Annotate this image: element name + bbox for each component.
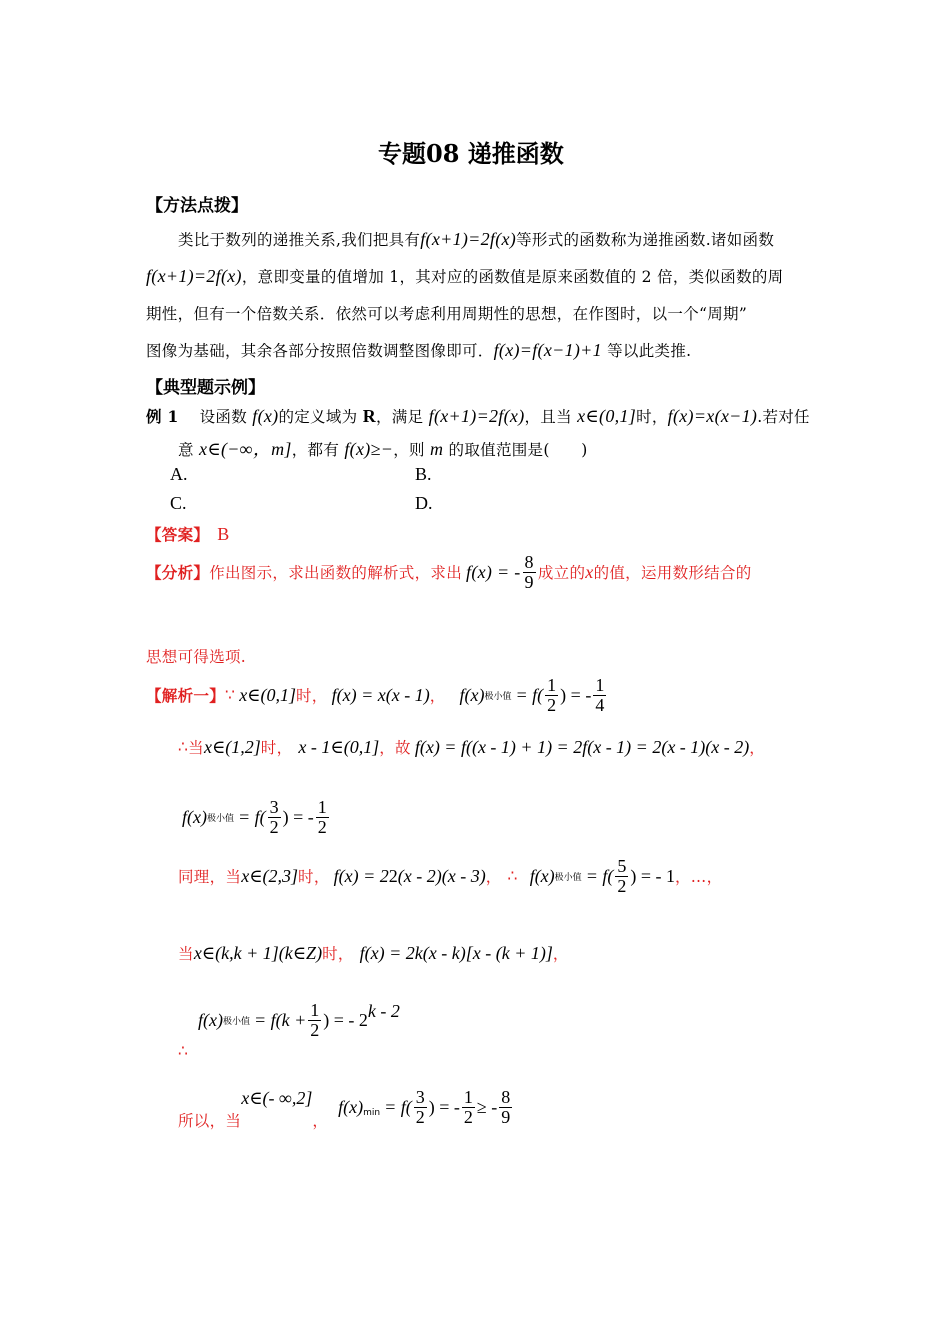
- solution-line6: f(x) 极小值 = f(k + $\frac{1}{2}$ ) = - 2 k - 2: [198, 1000, 400, 1040]
- answer-label: 【答案】: [146, 525, 202, 544]
- method-paragraph-line2: f(x+1)=2f(x)，意即变量的值增加 1，其对应的函数值是原来函数值的 2 倍，类似函数的周: [146, 266, 784, 286]
- page-title: 专题08 递推函数: [378, 139, 564, 168]
- option-c[interactable]: C.: [170, 493, 187, 513]
- example1-line1: 例 1 设函数 f(x)的定义域为 R，满足 f(x+1)=2f(x)，且当 x∈(0,1]时，f(x)=x(x−1).若对任: [146, 406, 810, 426]
- solution-line3: f(x) 极小值 = f( $\frac{3}{2}$ ) = - $\frac{1}{2}$: [182, 797, 327, 837]
- analysis-line1: 【分析】 作出图示，求出函数的解析式，求出 f(x) = - $\frac{8}{9}$ 成立的 x 的值，运用数形结合的: [146, 552, 752, 592]
- method-paragraph-line3: 期性，但有一个倍数关系．依然可以考虑利用周期性的思想，在作图时，以一个“周期”: [146, 305, 748, 323]
- section-header-examples: 【典型题示例】: [146, 378, 265, 398]
- option-b[interactable]: B.: [415, 464, 432, 484]
- answer-line: [146, 523, 230, 545]
- solution-line7: 所以，当 x∈(- ∞,2] ， f(x) min = f( $\frac{3}{2}$ ) = - $\frac{1}{2}$ ≥ - $\frac{8}{9}$: [178, 1087, 511, 1130]
- method-paragraph-line1: 类比于数列的递推关系,我们把具有f(x+1)=2f(x)等形式的函数称为递推函数.诸如函数: [178, 229, 775, 249]
- therefore-symbol: ∴: [178, 1042, 189, 1060]
- example1-line2: 意 x∈(−∞，m]，都有 f(x)≥−，则 m 的取值范围是( ): [178, 439, 588, 459]
- solution-line4: 同理，当 x∈(2,3] 时， f(x) = 2 2 (x - 2)(x - 3) ， ∴ f(x) 极小值 = f( $\frac{5}{2}$ ) = - 1 ，…，: [178, 856, 723, 896]
- solution-line5: 当 x∈(k,k + 1](k∈Z) 时， f(x) = 2 k (x - k)[x - (k + 1)] ，: [178, 942, 569, 963]
- solution-line1: 【解析一】 ∵ x∈(0,1] 时， f(x) = x(x - 1) ， f(x) 极小值 = f( $\frac{1}{2}$ ) = - $\frac{1}{4}$: [146, 675, 605, 715]
- option-a[interactable]: A.: [170, 464, 188, 484]
- answer-value: B: [217, 524, 230, 544]
- option-d[interactable]: D.: [415, 493, 433, 513]
- method-paragraph-line4: 图像为基础，其余各部分按照倍数调整图像即可．f(x)=f(x−1)+1 等以此类推.: [146, 340, 692, 360]
- solution-line2: ∴ 当 x∈(1,2] 时， x - 1∈(0,1] ，故 f(x) = f((x - 1) + 1) = 2f(x - 1) = 2(x - 1)(x - 2) ，: [178, 736, 766, 757]
- example-label: 例 1: [146, 407, 179, 426]
- analysis-line2: 思想可得选项.: [146, 648, 247, 666]
- section-header-method: 【方法点拨】: [146, 196, 248, 216]
